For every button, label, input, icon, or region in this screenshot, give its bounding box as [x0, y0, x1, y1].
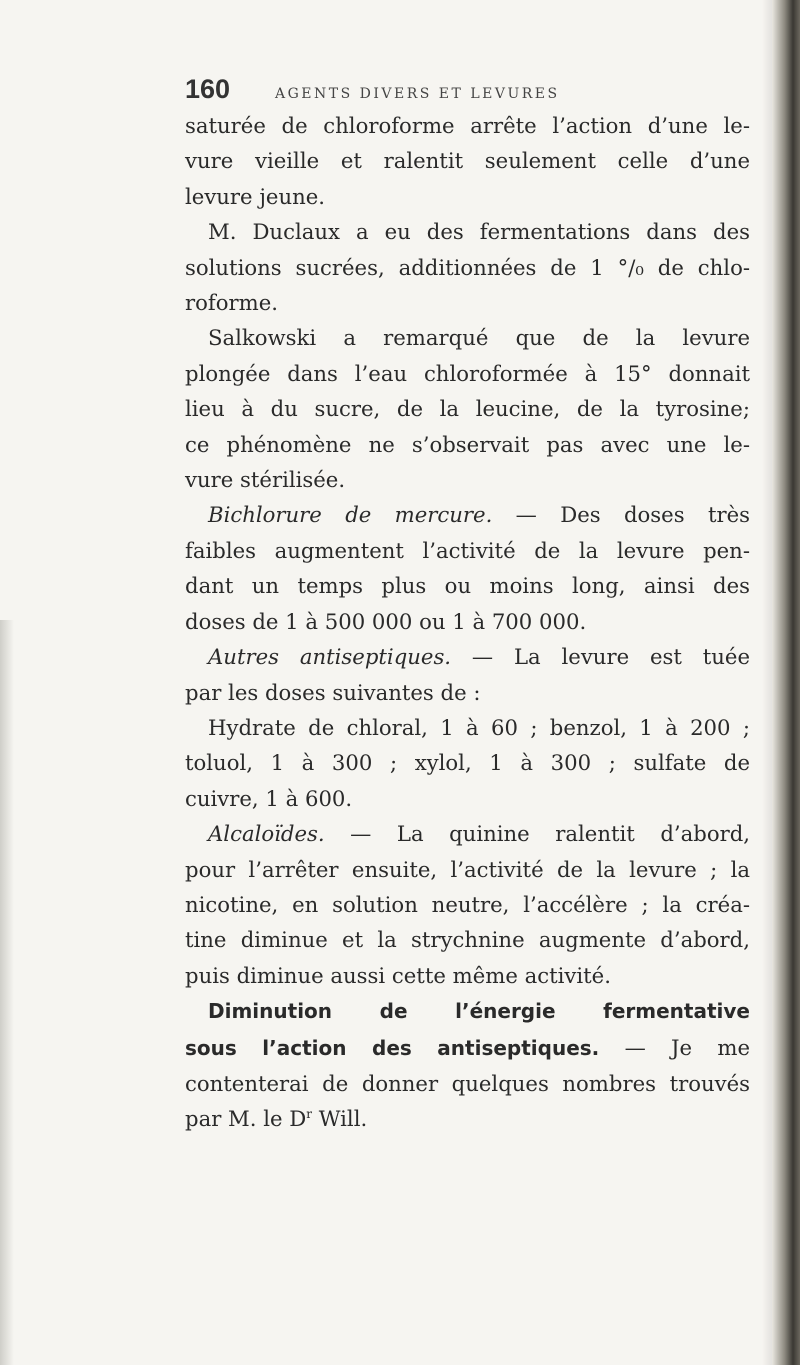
text-line: levure jeune. [185, 183, 326, 209]
section-heading-bold: Diminution de l’énergie fermentative [208, 999, 750, 1024]
text-line [185, 497, 750, 532]
section-heading-italic: Alcaloïdes. [208, 821, 325, 847]
text-line [185, 639, 750, 674]
text-run: — La levure est tuée [451, 644, 750, 670]
text-line: vure stérilisée. [185, 467, 346, 493]
text-line: saturée de chloroforme arrête l’action d’une le- [185, 113, 750, 138]
text-line: doses de 1 à 500 000 ou 1 à 700 000. [185, 608, 587, 634]
text-line: solutions sucrées, additionnées de 1 °/₀ de chlo- [185, 254, 750, 280]
page-edge [772, 0, 800, 1365]
text-run: — Je me [599, 1034, 750, 1060]
superscript: r [306, 1107, 313, 1122]
text-line: vure vieille et ralentit seulement celle d’une [185, 148, 750, 174]
text-line: nicotine, en solution neutre, l’accélère ; la créa- [185, 891, 750, 917]
text-line: plongée dans l’eau chloroformée à 15° donnait [185, 360, 750, 386]
text-line: dant un temps plus ou moins long, ainsi des [185, 573, 750, 599]
section-heading-italic: Bichlorure de mercure. [208, 502, 493, 528]
text-line: M. Duclaux a eu des fermentations dans des [208, 219, 750, 245]
text-line: Salkowski a remarqué que de la levure [208, 325, 750, 351]
section-heading-bold: sous l’action des antiseptiques. [185, 1035, 600, 1060]
text-line: contenterai de donner quelques nombres trouvés [185, 1070, 750, 1096]
text-run: — La quinine ralentit d’abord, [324, 821, 750, 847]
text-line [185, 993, 750, 1029]
text-run: — Des doses très [492, 502, 751, 528]
section-heading-italic: Autres antiseptiques. [208, 644, 452, 670]
running-head: AGENTS DIVERS ET LEVURES [275, 86, 560, 102]
text-line: puis diminue aussi cette même activité. [185, 962, 611, 988]
text-line: cuivre, 1 à 600. [185, 785, 353, 811]
text-line: par les doses suivantes de : [185, 679, 481, 705]
text-line: toluol, 1 à 300 ; xylol, 1 à 300 ; sulfate de [185, 750, 750, 776]
text-line: faibles augmentent l’activité de la levure pen- [185, 537, 750, 563]
text-line: roforme. [185, 290, 278, 316]
page-number: 160 [185, 74, 231, 104]
text-run: par M. le D [185, 1106, 307, 1132]
text-line [185, 1101, 750, 1136]
text-line: Hydrate de chloral, 1 à 60 ; benzol, 1 à 200 ; [208, 714, 750, 740]
text-line: tine diminue et la strychnine augmente d’abord, [185, 927, 750, 953]
text-line [185, 1030, 750, 1066]
page-gutter-shadow [762, 0, 772, 1365]
text-line: lieu à du sucre, de la leucine, de la tyrosine; [185, 396, 750, 422]
left-margin-shadow [0, 620, 14, 1365]
text-run: Will. [312, 1106, 368, 1132]
text-line: ce phénomène ne s’observait pas avec une le- [185, 431, 750, 457]
body-text [185, 108, 750, 1137]
text-line: pour l’arrêter ensuite, l’activité de la levure ; la [185, 856, 750, 882]
text-line [185, 816, 750, 851]
